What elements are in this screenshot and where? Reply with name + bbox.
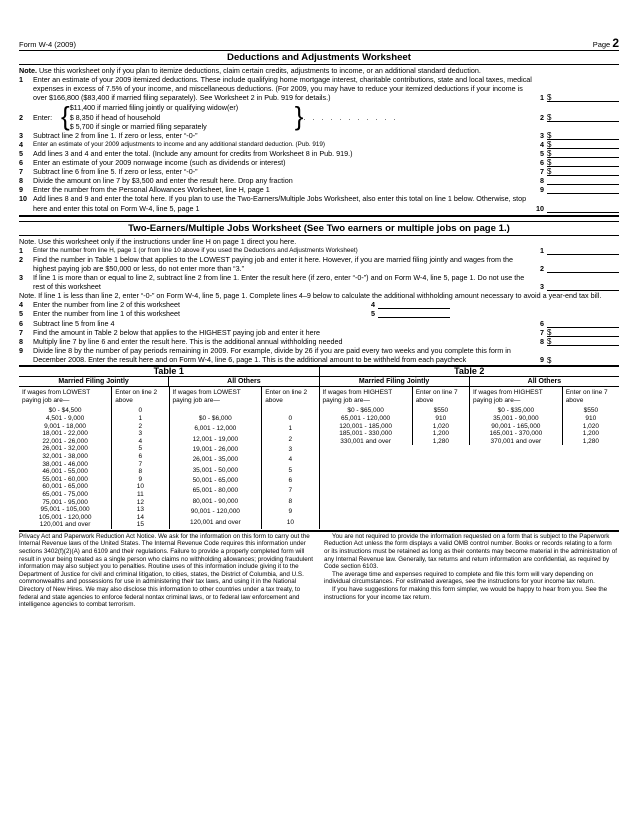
table-row [19,468,169,476]
table-row [19,407,169,415]
ws1-title: Deductions and Adjustments Worksheet [19,51,619,65]
table-row [169,477,319,487]
wage-range: 12,001 - 19,000 [192,435,239,443]
table-row [169,498,319,508]
table-row [320,415,470,423]
table-row [320,407,470,415]
table-value: 5 [112,445,169,453]
form-id: Form W-4 (2009) [19,39,76,49]
table-1-title: Table 1 [153,366,184,376]
table-row [470,407,620,415]
table-value: 1,200 [562,430,619,438]
ws2-line-9: 9 Divide line 8 by the number of pay periods remaining in 2009. For example, divide by 26 if you are paid every two weeks and you complete this form in December 2008. Enter the result here and on Form W-4, line 6, page 1. This is the additional amount to be withheld from each paycheck 9 $ [19,346,619,364]
table-value: 6 [112,453,169,461]
table-value: 7 [262,487,319,497]
table-row [19,521,169,529]
wage-range: 9,001 - 18,000 [44,422,87,430]
ws2-line-9-field[interactable]: $ [547,356,552,365]
ws1-line-6: 6 Enter an estimate of your 2009 nonwage income (such as dividends or interest) 6 $ [19,158,619,167]
table-row [19,491,169,499]
ws1-line-1-field[interactable]: $ [547,93,619,102]
table-value: 1,200 [412,430,469,438]
table-row [169,487,319,497]
page-label: Page [592,39,611,49]
table-row [470,430,620,438]
tables-body [19,377,619,529]
ws1-line-9-field[interactable] [547,185,619,194]
wage-range: 4,501 - 9,000 [45,414,85,422]
ws1-line-1-text: Enter an estimate of your 2009 itemized deductions. These include qualifying home mortgage interest, charitable contributions, state and local taxes, medical expenses in excess of 7.5% of your income, and miscellaneous deductions. (For 2009, you may have to reduce your itemized deductions if your income is over $166,800 ($83,400 if married filing separately). See Worksheet 2 in Pub. 919 for details.) [33,75,532,103]
table-value: 8 [262,498,319,508]
ws2-title: Two-Earners/Multiple Jobs Worksheet (See Two earners or multiple jobs on page 1.) [19,221,619,236]
table-value: 2 [112,423,169,431]
ws2-line-6: 6 Subtract line 5 from line 4 6 [19,319,619,328]
wage-range: 60,001 - 65,000 [42,483,88,491]
table-row [19,438,169,446]
wage-range: 38,001 - 46,000 [42,460,88,468]
ws1-line-4-field[interactable]: $ [547,140,619,149]
ws1-line-2-options: $11,400 if married filing jointly or qualifying widow(er) $ 8,350 if head of household $ 5,700 if single or married filing separately [69,103,239,131]
note-text: Use this worksheet only if you plan to itemize deductions, claim certain credits, adjustments to income, or an additional standard deduction. [36,66,481,76]
table-value: 10 [262,519,319,529]
table-value: 1,020 [412,423,469,431]
table-value: 9 [262,508,319,518]
table-2-mfj: If wages from HIGHEST paying job are— Enter on line 7 above $0 - $65,000 $550 65,001 - 120,000 910 120,001 - 185,000 1,020 185,001 - 330,000 1,200 330,001 and over 1,280 [320,387,470,445]
table-value: 1,280 [562,438,619,446]
table-value: 0 [262,415,319,425]
table-row [19,483,169,491]
wage-range: 75,001 - 95,000 [42,498,88,506]
wage-range: 26,001 - 35,000 [192,456,239,464]
table-row [169,415,319,425]
table-value: 1 [112,415,169,423]
table-row [19,506,169,514]
ws1-line-2-field[interactable]: $ [547,113,619,122]
privacy-notice [19,530,619,609]
wage-range: 120,001 and over [39,521,91,529]
table-row [19,461,169,469]
table-value: 10 [112,483,169,491]
privacy-left: Privacy Act and Paperwork Reduction Act Notice. We ask for the information on this form to carry out the Internal Revenue laws of the United States. The Internal Revenue Code requires this information under sections 3402(f)(2)(A) and 6109 and their regulations. Failure to provide a properly completed form will result in your being treated as a single person who claims no withholding allowances; providing fraudulent information may also subject you to penalties. Routine uses of this information include giving it to the Department of Justice for civil and criminal litigation, to cities, states, the District of Columbia, and U.S. commonwealths and possessions for use in administering their tax laws, and using it in the National Directory of New Hires. We may also disclose this information to other countries under a tax treaty, to federal and state agencies to enforce federal nontax criminal laws, or to federal law enforcement and intelligence agencies to combat terrorism. [19,532,314,609]
table-row [470,438,620,446]
wage-range: $0 - $35,000 [497,407,535,415]
table-row [470,415,620,423]
table-row [19,514,169,522]
table-value: 5 [262,467,319,477]
table-row [19,445,169,453]
table-row [470,423,620,431]
table-value: 4 [262,456,319,466]
wage-range: 18,001 - 22,000 [42,430,88,438]
table-1-others-label: All Others [168,377,318,386]
table-value: $550 [562,407,619,415]
table-row [320,423,470,431]
ws2-line-5-field[interactable] [378,309,450,318]
ws1-line-10: 10 Add lines 8 and 9 and enter the total here. If you plan to use the Two-Earners/Multiple Jobs Worksheet, also enter this total on line 1 below. Otherwise, stop here and enter this total on Form W-4, line 5, page 1 10 [19,194,619,212]
table-value: 1,280 [412,438,469,446]
table-row [169,456,319,466]
table-2-title: Table 2 [319,367,620,376]
wage-range: 90,001 - 120,000 [190,508,240,516]
privacy-right: You are not required to provide the information requested on a form that is subject to the Paperwork Reduction Act unless the form displays a valid OMB control number. Books or records relating to a form or its instructions must be retained as long as their contents may become material in the administration of any Internal Revenue law. Generally, tax returns and return information are confidential, as required by Code section 6103. The average time and expenses required to complete and file this form will vary depending on individual circumstances. For estimated averages, see the instructions for your income tax return. If you have suggestions for making this form simpler, we would be happy to hear from you. See the instructions for your income tax return. [324,532,617,601]
table-value: 13 [112,506,169,514]
ws1-line-5-field[interactable]: $ [547,149,619,158]
ws1-line-2: 2 Enter: { $11,400 if married filing jointly or qualifying widow(er) $ 8,350 if head of household $ 5,700 if single or married filing separately } . . . . . . . . . . . 2 $ [19,103,619,130]
ws2-note-1: Note. Use this worksheet only if the instructions under line H on page 1 direct you here. [19,236,297,246]
table-row [169,519,319,529]
table-row [169,446,319,456]
wage-range: 65,001 - 120,000 [341,414,391,422]
wage-range: 330,001 and over [340,437,391,445]
wage-range: 65,001 - 75,000 [42,490,88,498]
wage-range: 46,001 - 55,000 [42,468,88,476]
form-page [19,0,619,609]
right-brace: } [294,101,304,132]
table-value: 1 [262,425,319,435]
table-row [169,425,319,435]
table-value: 8 [112,468,169,476]
ws2-line-8-field[interactable]: $ [547,337,619,346]
table-row [19,453,169,461]
ws1-line-1: 1 Enter an estimate of your 2009 itemized deductions. These include qualifying home mortgage interest, charitable contributions, state and local taxes, medical expenses in excess of 7.5% of your income, and miscellaneous deductions. (For 2009, you may have to reduce your itemized deductions if your income is over $166,800 ($83,400 if married filing separately). See Worksheet 2 in Pub. 919 for details.) 1 $ [19,75,619,102]
table-value: 11 [112,491,169,499]
wage-range: 50,001 - 65,000 [192,477,239,484]
wage-range: $0 - $6,000 [198,414,232,422]
wage-range: $0 - $65,000 [347,407,384,415]
table-value: 14 [112,514,169,522]
table-value: 12 [112,499,169,507]
ws1-note [19,66,619,75]
ws2-line-1-field[interactable] [547,246,619,255]
table-1-mfj-label: Married Filing Jointly [58,378,129,386]
ws2-line-6-field[interactable] [547,319,619,328]
note-label: Note. [19,66,37,76]
table-value: 9 [112,476,169,484]
ws1-body [19,65,619,217]
table-row [320,430,470,438]
table-value: 2 [262,436,319,446]
table-row [19,499,169,507]
table-1-mfj: If wages from LOWEST paying job are— Enter on line 2 above $0 - $4,500 0 4,501 - 9,000 1 9,001 - 18,000 2 18,001 - 22,000 3 22,001 - 26,000 4 26,001 - 32,000 5 32,001 - 38,000 6 38,001 - 46,000 7 46,001 - 55,000 8 55,001 - 60,000 9 60,001 - 65,000 10 65,001 - 75,000 11 75,001 - 95,000 12 95,001 - 105,000 13 105,001 - 120,000 14 120,001 and over 15 [19,387,169,529]
table-value: 910 [412,415,469,423]
table-row [19,430,169,438]
wage-range: 19,001 - 26,000 [192,445,239,453]
ws1-line-5: 5 Add lines 3 and 4 and enter the total. (Include any amount for credits from Worksheet 8 in Pub. 919.) 5 $ [19,149,619,158]
table-1-others: If wages from LOWEST paying job are— Enter on line 2 above $0 - $6,000 0 6,001 - 12,000 1 12,001 - 19,000 2 19,001 - 26,000 3 26,001 - 35,000 4 35,001 - 50,000 5 50,001 - 65,000 6 65,001 - 80,000 7 80,001 - 90,000 8 90,001 - 120,000 9 120,001 and over 10 [169,387,319,529]
wage-range: 120,001 - 185,000 [339,422,392,430]
wage-range: 370,001 and over [490,437,542,445]
wage-range: 95,001 - 105,000 [40,506,90,514]
table-value: 3 [262,446,319,456]
ws1-line-8: 8 Divide the amount on line 7 by $3,500 and enter the result here. Drop any fraction 8 [19,176,619,185]
wage-range: 120,001 and over [190,518,241,526]
left-brace: { [61,101,70,132]
ws2-line-7-field[interactable]: $ [547,328,619,337]
ws1-line-3: 3 Subtract line 2 from line 1. If zero or less, enter “-0-” 3 $ [19,131,619,140]
table-value: 910 [562,415,619,423]
wage-range: 65,001 - 80,000 [192,487,239,495]
wage-range: 22,001 - 26,000 [42,437,88,445]
tables-header [19,365,619,377]
wage-range: 105,001 - 120,000 [38,513,92,521]
ws1-line-7: 7 Subtract line 6 from line 5. If zero or less, enter “-0-” 7 $ [19,167,619,176]
table-2-others: If wages from HIGHEST paying job are— Enter on line 7 above $0 - $35,000 $550 35,001 - 90,000 910 90,001 - 165,000 1,020 165,001 - 370,000 1,200 370,001 and over 1,280 [469,387,619,445]
table-value: 0 [112,407,169,415]
wage-range: 32,001 - 38,000 [42,452,88,460]
ws2-line-4: 4 Enter the number from line 2 of this worksheet 4 [19,300,619,309]
page-num: 2 [612,35,619,50]
ws2-line-2-field[interactable] [547,264,619,273]
wage-range: 6,001 - 12,000 [194,425,237,433]
ws2-line-3: 3 If line 1 is more than or equal to line 2, subtract line 2 from line 1. Enter the result here (if zero, enter “-0-”) and on Form W-4, line 5, page 1. Do not use the rest of this worksheet 3 [19,273,619,291]
ws2-line-4-field[interactable] [378,300,450,309]
table-row [169,508,319,518]
table-row [19,476,169,484]
ws1-line-6-field[interactable]: $ [547,158,619,167]
ws1-line-10-field[interactable] [547,204,619,213]
table-value: 7 [112,461,169,469]
wage-range: 165,001 - 370,000 [489,430,543,438]
ws2-line-2: 2 Find the number in Table 1 below that applies to the LOWEST paying job and enter it here. However, if you are married filing jointly and wages from the highest paying job are $50,000 or less, do not enter more than “3.” 2 [19,255,619,273]
table-2-mfj-label: Married Filing Jointly [358,378,430,386]
table-row [169,467,319,477]
wage-range: 26,001 - 32,000 [42,445,88,453]
ws2-body [19,236,619,365]
ws1-line-2-label: Enter: [33,112,53,122]
table-1 [19,377,319,529]
wage-range: 55,001 - 60,000 [42,475,88,483]
ws1-line-7-field[interactable]: $ [547,167,619,176]
ws1-line-4: 4 Enter an estimate of your 2009 adjustments to income and any additional standard deduction. (Pub. 919) 4 $ [19,140,619,149]
table-row [320,438,470,446]
ws2-line-8: 8 Multiply line 7 by line 6 and enter the result here. This is the additional annual withholding needed 8 $ [19,337,619,346]
wage-range: $0 - $4,500 [48,407,82,415]
ws2-line-3-field[interactable] [547,282,619,291]
ws2-line-1: 1 Enter the number from line H, page 1 (or from line 10 above if you used the Deductions and Adjustments Worksheet) 1 [19,246,619,255]
table-value: 15 [112,521,169,529]
ws1-line-9: 9 Enter the number from the Personal Allowances Worksheet, line H, page 1 9 [19,185,619,194]
table-value: 1,020 [562,423,619,431]
table-value: 6 [262,477,319,487]
table-value: 4 [112,438,169,446]
table-row [169,436,319,446]
ws1-line-3-field[interactable]: $ [547,131,619,140]
ws2-line-5: 5 Enter the number from line 1 of this worksheet 5 [19,309,619,318]
table-2-others-label: All Others [469,377,619,386]
table-2 [319,377,620,529]
table-value: $550 [412,407,469,415]
ws2-note-2: Note. If line 1 is less than line 2, enter “-0-” on Form W-4, line 5, page 1. Complete lines 4–9 below to calculate the additional withholding amount necessary to avoid a year-end tax bill. [19,291,602,301]
wage-range: 35,001 - 50,000 [192,466,239,474]
wage-range: 35,001 - 90,000 [493,414,539,422]
wage-range: 185,001 - 330,000 [339,430,392,438]
wage-range: 80,001 - 90,000 [192,497,239,505]
table-row [19,423,169,431]
page-header [19,35,619,51]
ws1-line-8-field[interactable] [547,176,619,185]
table-row [19,415,169,423]
page-number [592,35,619,50]
table-value: 3 [112,430,169,438]
ws2-line-7: 7 Find the amount in Table 2 below that applies to the HIGHEST paying job and enter it here 7 $ [19,328,619,337]
wage-range: 90,001 - 165,000 [491,422,541,430]
